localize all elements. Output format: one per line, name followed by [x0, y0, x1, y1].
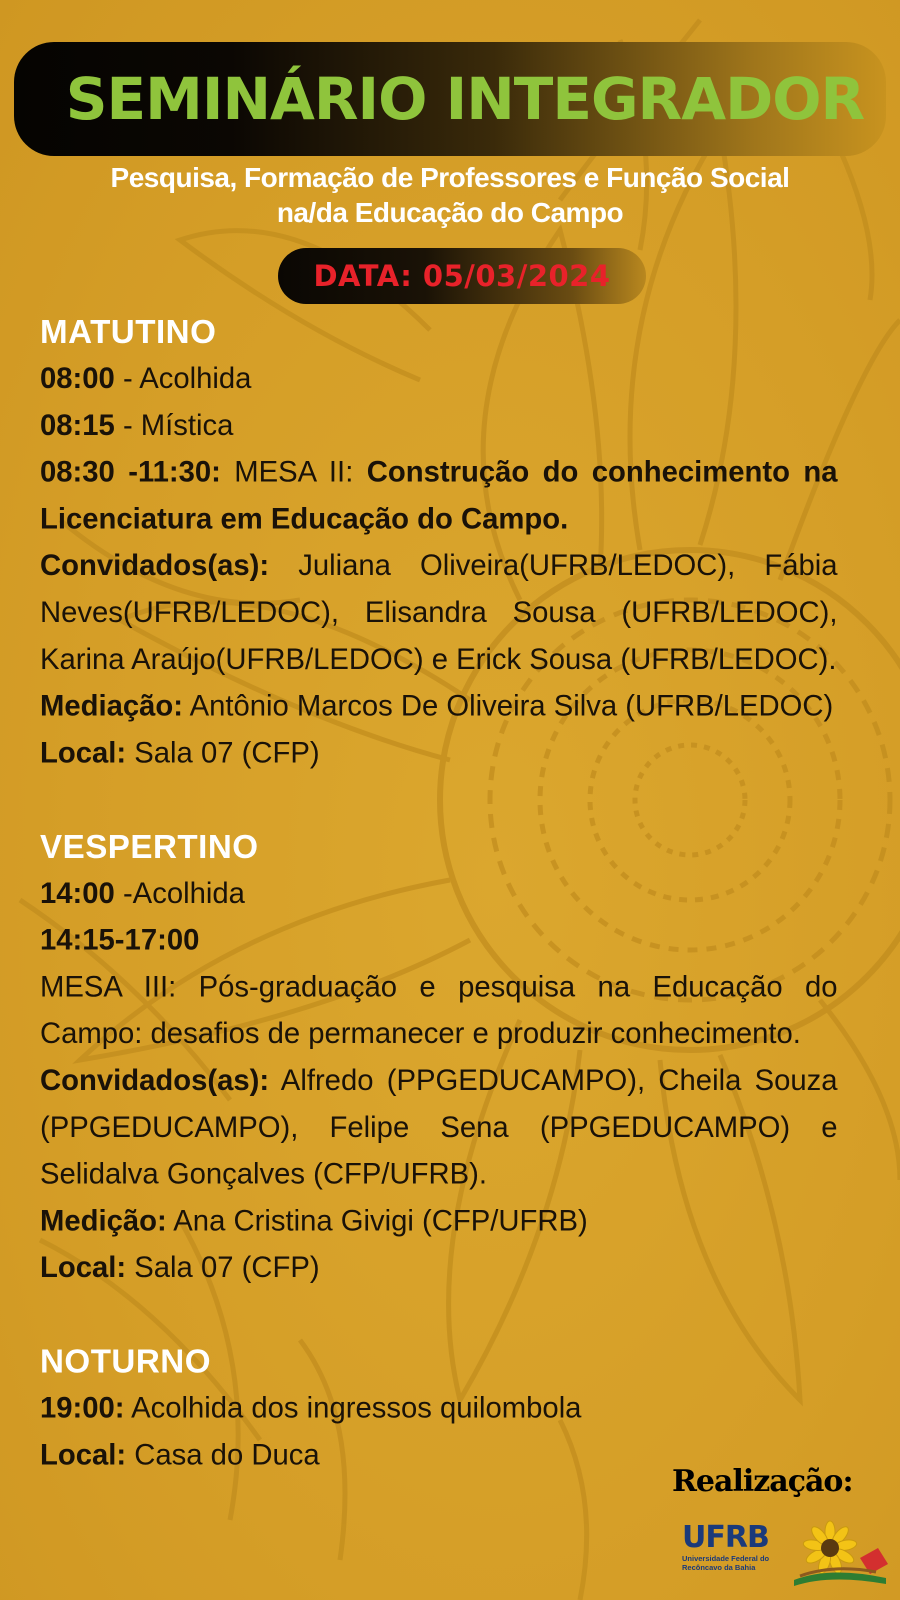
organizers-label: Realização: [672, 1464, 853, 1499]
ufrb-logo-subtitle-2: Recôncavo da Bahia [682, 1563, 756, 1572]
title-banner [14, 42, 886, 156]
item-time: 08:30 -11:30: [40, 456, 221, 489]
sunflower-logo-icon [790, 1518, 890, 1590]
subtitle-line-1: Pesquisa, Formação de Professores e Função Social [110, 162, 790, 193]
mediation-label: Medição: [40, 1205, 167, 1238]
location-text: Sala 07 (CFP) [126, 1251, 320, 1284]
mesa-title: Construção do conhecimento na Licenciatura em Educação do Campo. [40, 456, 838, 536]
guests [40, 543, 838, 683]
event-title: SEMINÁRIO INTEGRADOR [65, 65, 865, 133]
location-label: Local: [40, 737, 127, 770]
location-label: Local: [40, 1251, 127, 1284]
location [40, 730, 838, 777]
mediation-text: Antônio Marcos De Oliveira Silva (UFRB/LEDOC) [183, 690, 834, 723]
event-date: DATA: 05/03/2024 [313, 259, 611, 293]
location [40, 1245, 838, 1292]
item-time: 08:15 [40, 409, 115, 442]
item-text: -Acolhida [114, 877, 245, 910]
schedule-item [40, 356, 838, 403]
schedule-item [40, 871, 838, 918]
location-label: Local: [40, 1439, 127, 1472]
schedule-item [40, 403, 838, 450]
schedule [40, 309, 838, 1479]
mediation-text: Ana Cristina Givigi (CFP/UFRB) [166, 1205, 588, 1238]
item-time: 08:00 [40, 362, 115, 395]
date-badge [278, 248, 646, 304]
item-text: - Mística [114, 409, 234, 442]
mesa-description: MESA III: Pós-graduação e pesquisa na Educação do Campo: desafios de permanecer e produzir conhecimento. [40, 971, 838, 1050]
ufrb-logo-text: UFRB [682, 1520, 769, 1555]
subtitle-line-2: na/da Educação do Campo [276, 197, 624, 228]
item-time: 19:00: [40, 1392, 125, 1425]
section-heading-vespertino: VESPERTINO [40, 828, 259, 866]
item-text: - Acolhida [114, 362, 252, 395]
schedule-item-mesa [40, 449, 838, 543]
item-time: 14:00 [40, 877, 115, 910]
ufrb-logo [682, 1522, 772, 1582]
ufrb-logo-subtitle-1: Universidade Federal do [682, 1554, 770, 1563]
mediation-label: Mediação: [40, 690, 184, 723]
guests-label: Convidados(as): [40, 1064, 270, 1097]
mediation [40, 683, 838, 730]
schedule-item [40, 1385, 838, 1432]
item-time: 14:15-17:00 [40, 924, 200, 957]
section-heading-matutino: MATUTINO [40, 313, 217, 351]
event-subtitle [30, 160, 870, 230]
spacer [40, 777, 838, 824]
guests-text: Alfredo (PPGEDUCAMPO), Cheila Souza (PPGEDUCAMPO), Felipe Sena (PPGEDUCAMPO) e Selidalva Gonçalves (CFP/UFRB). [40, 1064, 838, 1191]
item-text: Acolhida dos ingressos quilombola [124, 1392, 582, 1425]
spacer [40, 1292, 838, 1339]
guests-text: Juliana Oliveira(UFRB/LEDOC), Fábia Neves(UFRB/LEDOC), Elisandra Sousa (UFRB/LEDOC), Karina Araújo(UFRB/LEDOC) e Erick Sousa (UFRB/LEDOC). [40, 549, 838, 676]
guests [40, 1058, 838, 1198]
mediation [40, 1198, 838, 1245]
location-text: Sala 07 (CFP) [126, 737, 320, 770]
mesa-label: MESA II: [220, 456, 367, 489]
schedule-item [40, 917, 838, 964]
location-text: Casa do Duca [126, 1439, 320, 1472]
section-heading-noturno: NOTURNO [40, 1343, 212, 1381]
guests-label: Convidados(as): [40, 549, 270, 582]
